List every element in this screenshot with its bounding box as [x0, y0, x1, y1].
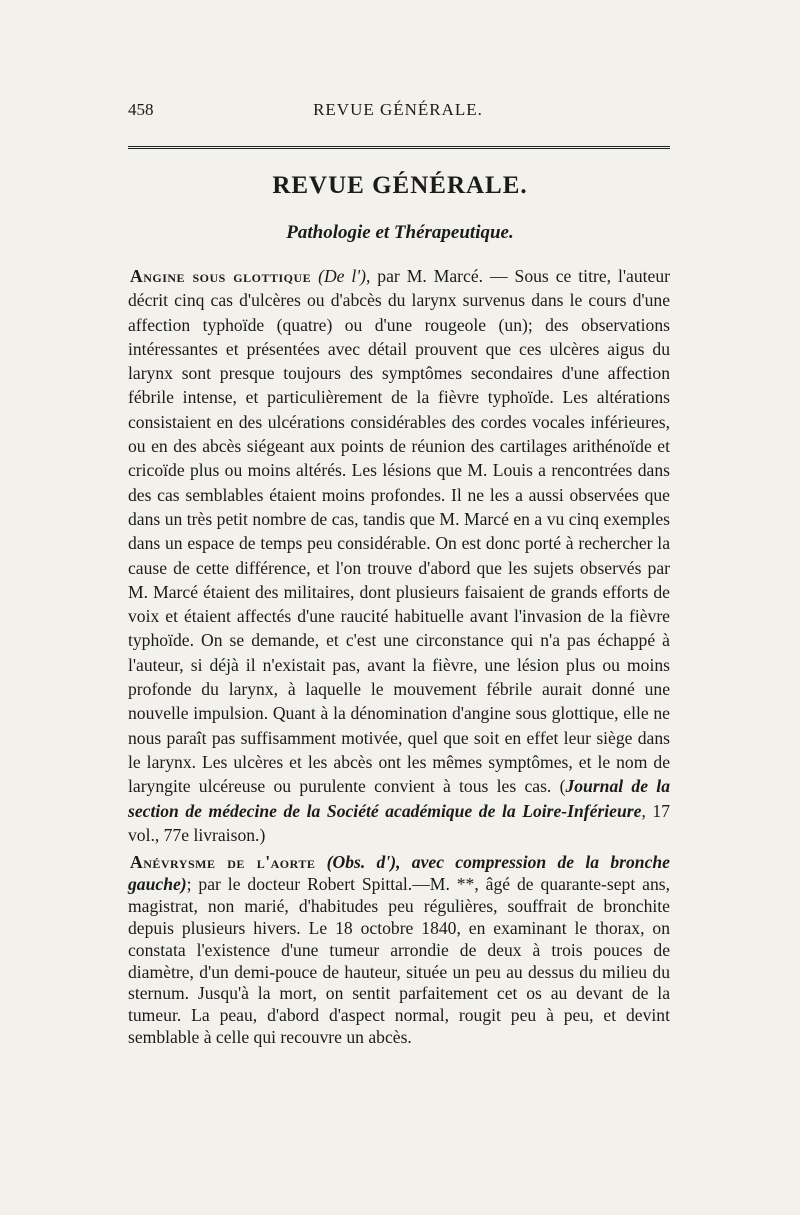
article-body: Sous ce titre, l'auteur décrit cinq cas d'ulcères ou d'abcès du larynx survenus dans le cours d'une affection typhoïde (quatre) ou d'une rougeole (un); des observations intéressantes et présentées avec détail prouvent que ces ulcères aigus du larynx sont presque toujours des symptômes secondaires d'une affection fébrile intense, et particulièrement de la fièvre typhoïde. Les altérations consistaient en des ulcérations considérables des cordes vocales inférieures, ou en des abcès siégeant aux points de réunion des cartilages arithénoïde et cricoïde plus ou moins altérés. Les lésions que M. Louis a rencontrées dans des cas semblables étaient moins profondes. Il ne les a aussi observées que dans un très petit nombre de cas, tandis que M. Marcé en a vu cinq exemples dans un espace de temps peu considérable. On est donc porté à rechercher la cause de cette différence, et l'on trouve d'abord que les sujets observés par M. Marcé étaient des militaires, dont plusieurs faisaient de grands efforts de voix et étaient affectés d'une raucité habituelle avant l'invasion de la fièvre typhoïde. On se demande, et c'est une circonstance qui n'a pas échappé à l'auteur, si déjà il n'existait pas, avant la fièvre, une lésion plus ou moins profonde du larynx, à laquelle le mouvement fébrile aurait donné une nouvelle impulsion. Quant à la dénomination d'angine sous glottique, elle ne nous paraît pas suffisamment motivée, quel que soit en effet leur siège dans le larynx. Les ulcères et les abcès ont les mêmes symptômes, et le nom de laryngite ulcéreuse ou purulente convient à tous les cas. (	[128, 266, 670, 797]
running-title: REVUE GÉNÉRALE.	[313, 100, 483, 119]
article-citation-end: , 17 vol., 77e livraison.)	[128, 800, 670, 845]
page-number: 458	[128, 100, 154, 119]
article-heading-note: (De l')	[318, 266, 366, 286]
article-paragraph	[128, 852, 670, 1049]
article-citation: Journal de la section de médecine de la Société académique de la Loire-Inférieure	[128, 776, 670, 821]
article-heading: Angine sous glottique	[130, 266, 312, 286]
header-rule	[128, 146, 670, 149]
article-author: , par M. Marcé. —	[365, 266, 515, 286]
section-subtitle: Pathologie et Thérapeutique.	[286, 222, 514, 243]
article-anevrysme	[128, 852, 670, 1049]
section-title: REVUE GÉNÉRALE.	[272, 172, 528, 199]
article-angine	[128, 264, 670, 847]
article-heading: Anévrysme de l'aorte	[130, 852, 316, 872]
running-header	[128, 100, 668, 124]
article-paragraph	[128, 264, 670, 847]
article-body: ; par le docteur Robert Spittal.—M. **, âgé de quarante-sept ans, magistrat, non marié, d'habitudes peu régulières, souffrait de bronchite depuis plusieurs hivers. Le 18 octobre 1840, en examinant le thorax, on constata l'existence d'une tumeur arrondie de deux à trois pouces de diamètre, d'un demi-pouce de hauteur, située un peu au dessus du milieu du sternum. Jusqu'à la mort, on sentit parfaitement cet os au devant de la tumeur. La peau, d'abord d'aspect normal, rougit peu à peu, et devint semblable à celle qui recouvre un abcès.	[128, 873, 670, 1048]
article-heading-note: (Obs. d'), avec compression de la bronche gauche)	[128, 852, 670, 894]
